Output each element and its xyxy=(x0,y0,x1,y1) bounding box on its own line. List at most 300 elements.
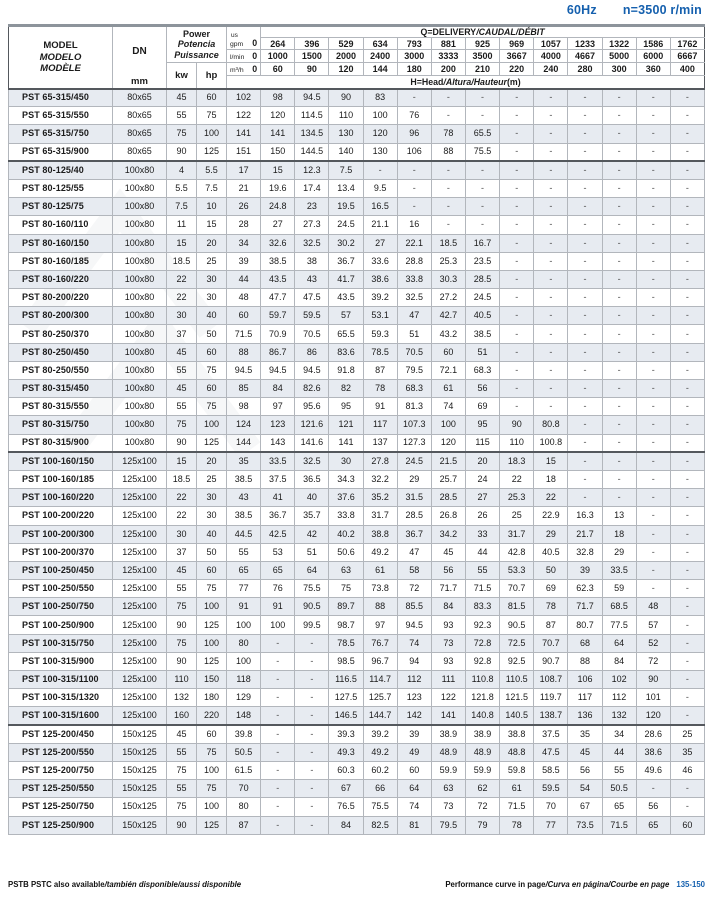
flow-tick: 1000 xyxy=(261,50,295,63)
page-title xyxy=(567,3,702,17)
head-cell: 37.6 xyxy=(329,489,363,507)
head-cell: 49.3 xyxy=(329,743,363,761)
head-cell: 72.5 xyxy=(500,634,534,652)
head-cell: - xyxy=(636,89,670,107)
head-cell: - xyxy=(670,634,704,652)
head-cell: 100 xyxy=(227,652,261,670)
model-cell: PST 100-315/750 xyxy=(9,634,113,652)
head-cell: 78.5 xyxy=(329,634,363,652)
kw-cell: 11 xyxy=(167,216,197,234)
head-cell: - xyxy=(568,89,602,107)
head-cell: 91.8 xyxy=(329,361,363,379)
head-cell: 24.5 xyxy=(465,289,499,307)
head-cell: 25 xyxy=(500,507,534,525)
head-cell: - xyxy=(261,634,295,652)
head-cell: 47.5 xyxy=(295,289,329,307)
head-cell: 148 xyxy=(227,707,261,725)
head-cell: 116.5 xyxy=(329,671,363,689)
dn-cell: 100x80 xyxy=(113,398,167,416)
head-cell: - xyxy=(636,325,670,343)
model-cell: PST 100-315/1100 xyxy=(9,671,113,689)
head-cell: 39.2 xyxy=(363,289,397,307)
table-row xyxy=(9,307,705,325)
head-cell: 53.1 xyxy=(363,307,397,325)
head-cell: 48 xyxy=(227,289,261,307)
head-cell: - xyxy=(670,179,704,197)
head-cell: 134.5 xyxy=(295,125,329,143)
flow-tick: 3000 xyxy=(397,50,431,63)
head-cell: 24.8 xyxy=(261,198,295,216)
table-row xyxy=(9,598,705,616)
dn-cell: 150x125 xyxy=(113,816,167,834)
head-cell: 140.8 xyxy=(465,707,499,725)
head-cell: 39 xyxy=(568,561,602,579)
head-cell: 98.5 xyxy=(329,652,363,670)
head-cell: 66 xyxy=(363,780,397,798)
head-cell: - xyxy=(636,434,670,452)
kw-cell: 18.5 xyxy=(167,470,197,488)
flow-tick: 5000 xyxy=(602,50,636,63)
kw-cell: 45 xyxy=(167,343,197,361)
model-cell: PST 65-315/450 xyxy=(9,89,113,107)
head-cell: 84 xyxy=(602,652,636,670)
head-cell: 42 xyxy=(295,525,329,543)
head-cell: - xyxy=(636,543,670,561)
head-cell: 100 xyxy=(261,616,295,634)
kw-cell: 90 xyxy=(167,652,197,670)
head-cell: - xyxy=(534,143,568,161)
hp-cell: 60 xyxy=(197,343,227,361)
model-cell: PST 100-315/1600 xyxy=(9,707,113,725)
head-cell: 90 xyxy=(329,89,363,107)
head-cell: 60 xyxy=(227,307,261,325)
flow-tick: 793 xyxy=(397,38,431,50)
head-cell: - xyxy=(568,325,602,343)
kw-cell: 75 xyxy=(167,416,197,434)
flow-tick: 220 xyxy=(500,63,534,76)
head-cell: 27 xyxy=(363,234,397,252)
head-cell: 74 xyxy=(397,634,431,652)
head-cell: 22 xyxy=(534,489,568,507)
head-cell: - xyxy=(261,652,295,670)
head-cell: - xyxy=(636,398,670,416)
head-cell: 70.5 xyxy=(295,325,329,343)
head-cell: 21.5 xyxy=(431,452,465,470)
head-cell: 93 xyxy=(431,616,465,634)
head-cell: 78.5 xyxy=(363,343,397,361)
head-cell: 26.8 xyxy=(431,507,465,525)
head-cell: 101 xyxy=(636,689,670,707)
head-cell: 52 xyxy=(636,634,670,652)
head-cell: 151 xyxy=(227,143,261,161)
head-cell: - xyxy=(295,816,329,834)
head-cell: 25.7 xyxy=(431,470,465,488)
head-cell: 34 xyxy=(602,725,636,743)
head-cell: 78 xyxy=(431,125,465,143)
head-cell: 44 xyxy=(602,743,636,761)
head-cell: 73 xyxy=(431,634,465,652)
head-cell: 48.9 xyxy=(465,743,499,761)
head-cell: 40.5 xyxy=(465,307,499,325)
head-cell: 33 xyxy=(465,525,499,543)
head-cell: 129 xyxy=(227,689,261,707)
head-cell: 79.5 xyxy=(397,361,431,379)
head-cell: 94.5 xyxy=(295,89,329,107)
head-cell: 47 xyxy=(397,543,431,561)
dn-cell: 150x125 xyxy=(113,780,167,798)
head-cell: - xyxy=(534,234,568,252)
kw-cell: 90 xyxy=(167,143,197,161)
flow-tick: 2000 xyxy=(329,50,363,63)
head-cell: 41 xyxy=(261,489,295,507)
hp-cell: 25 xyxy=(197,470,227,488)
head-cell: - xyxy=(534,252,568,270)
head-cell: - xyxy=(568,289,602,307)
head-cell: 87 xyxy=(227,816,261,834)
head-cell: 72 xyxy=(397,580,431,598)
model-cell: PST 125-200/750 xyxy=(9,761,113,779)
head-cell: 70 xyxy=(227,780,261,798)
head-cell: - xyxy=(465,161,499,179)
head-cell: - xyxy=(397,179,431,197)
kw-cell: 75 xyxy=(167,634,197,652)
head-cell: - xyxy=(500,89,534,107)
page-footer xyxy=(8,880,705,889)
head-cell: 77 xyxy=(534,816,568,834)
head-cell: - xyxy=(636,561,670,579)
dn-column-header: DN xyxy=(113,26,167,76)
dn-cell: 100x80 xyxy=(113,289,167,307)
head-cell: - xyxy=(636,289,670,307)
head-cell: - xyxy=(534,380,568,398)
flow-tick: 210 xyxy=(465,63,499,76)
head-cell: 26 xyxy=(465,507,499,525)
head-cell: 59.3 xyxy=(363,325,397,343)
head-cell: 82.6 xyxy=(295,380,329,398)
head-cell: - xyxy=(568,416,602,434)
kw-cell: 90 xyxy=(167,816,197,834)
head-cell: - xyxy=(568,216,602,234)
head-cell: - xyxy=(431,198,465,216)
head-cell: 19.6 xyxy=(261,179,295,197)
head-cell: 18.5 xyxy=(431,234,465,252)
head-cell: 28.8 xyxy=(397,252,431,270)
head-cell: - xyxy=(636,216,670,234)
head-cell: 130 xyxy=(363,143,397,161)
head-cell: - xyxy=(670,252,704,270)
model-cell: PST 125-250/550 xyxy=(9,780,113,798)
head-cell: - xyxy=(500,234,534,252)
head-cell: - xyxy=(568,470,602,488)
head-cell: 30 xyxy=(329,452,363,470)
kw-cell: 75 xyxy=(167,598,197,616)
hp-cell: 60 xyxy=(197,380,227,398)
head-cell: - xyxy=(431,179,465,197)
hp-cell: 100 xyxy=(197,125,227,143)
head-cell: 108.7 xyxy=(534,671,568,689)
head-cell: 106 xyxy=(397,143,431,161)
head-cell: - xyxy=(568,143,602,161)
flow-tick: 1322 xyxy=(602,38,636,50)
head-cell: - xyxy=(670,325,704,343)
head-cell: 146.5 xyxy=(329,707,363,725)
head-cell: 49.6 xyxy=(636,761,670,779)
head-cell: - xyxy=(500,325,534,343)
table-row xyxy=(9,743,705,761)
kw-cell: 55 xyxy=(167,107,197,125)
kw-cell: 18.5 xyxy=(167,252,197,270)
flow-tick: 3667 xyxy=(500,50,534,63)
head-cell: 84 xyxy=(261,380,295,398)
model-cell: PST 100-200/220 xyxy=(9,507,113,525)
head-cell: - xyxy=(602,489,636,507)
head-cell: 62.3 xyxy=(568,580,602,598)
model-cell: PST 80-125/75 xyxy=(9,198,113,216)
head-cell: 23.5 xyxy=(465,252,499,270)
head-cell: 47.7 xyxy=(261,289,295,307)
head-cell: 43 xyxy=(295,270,329,288)
head-cell: 117 xyxy=(568,689,602,707)
hp-cell: 150 xyxy=(197,671,227,689)
head-cell: - xyxy=(602,216,636,234)
head-cell: - xyxy=(568,107,602,125)
head-cell: 72 xyxy=(636,652,670,670)
head-cell: 141 xyxy=(431,707,465,725)
head-cell: - xyxy=(670,507,704,525)
head-cell: - xyxy=(670,198,704,216)
head-cell: - xyxy=(500,361,534,379)
head-cell: 73.5 xyxy=(568,816,602,834)
table-row xyxy=(9,798,705,816)
dn-cell: 125x100 xyxy=(113,634,167,652)
head-cell: 86 xyxy=(295,343,329,361)
flow-tick: 180 xyxy=(397,63,431,76)
head-cell: 78 xyxy=(500,816,534,834)
head-cell: 137 xyxy=(363,434,397,452)
head-cell: - xyxy=(670,416,704,434)
head-cell: 50.5 xyxy=(227,743,261,761)
head-cell: 34.2 xyxy=(431,525,465,543)
head-cell: 98.7 xyxy=(329,616,363,634)
head-cell: - xyxy=(500,252,534,270)
head-cell: 100 xyxy=(363,107,397,125)
head-cell: 58.5 xyxy=(534,761,568,779)
head-cell: - xyxy=(670,125,704,143)
head-cell: - xyxy=(636,343,670,361)
head-cell: - xyxy=(670,652,704,670)
head-cell: 67 xyxy=(329,780,363,798)
head-cell: - xyxy=(500,161,534,179)
hp-cell: 75 xyxy=(197,780,227,798)
hp-cell: 75 xyxy=(197,361,227,379)
head-cell: - xyxy=(295,652,329,670)
head-cell: 21.1 xyxy=(363,216,397,234)
head-cell: 94.5 xyxy=(295,361,329,379)
hp-cell: 180 xyxy=(197,689,227,707)
head-cell: 94 xyxy=(397,652,431,670)
head-cell: - xyxy=(568,161,602,179)
kw-cell: 75 xyxy=(167,761,197,779)
head-cell: 140.5 xyxy=(500,707,534,725)
head-cell: - xyxy=(670,361,704,379)
dn-cell: 80x65 xyxy=(113,89,167,107)
kw-cell: 132 xyxy=(167,689,197,707)
head-cell: - xyxy=(295,707,329,725)
head-cell: - xyxy=(295,798,329,816)
head-cell: - xyxy=(636,125,670,143)
head-cell: - xyxy=(500,289,534,307)
hp-unit-header: hp xyxy=(197,63,227,89)
flow-tick: 3333 xyxy=(431,50,465,63)
hp-cell: 10 xyxy=(197,198,227,216)
head-cell: 106 xyxy=(568,671,602,689)
dn-cell: 125x100 xyxy=(113,452,167,470)
head-cell: - xyxy=(670,452,704,470)
head-cell: 31.7 xyxy=(363,507,397,525)
dn-cell: 100x80 xyxy=(113,343,167,361)
head-cell: 71.7 xyxy=(568,598,602,616)
head-cell: 124 xyxy=(227,416,261,434)
head-cell: 60.2 xyxy=(363,761,397,779)
flow-tick: 144 xyxy=(363,63,397,76)
head-cell: 38.5 xyxy=(227,507,261,525)
head-cell: 123 xyxy=(261,416,295,434)
head-cell: 32.5 xyxy=(295,452,329,470)
head-cell: 59.5 xyxy=(534,780,568,798)
head-cell: 78 xyxy=(363,380,397,398)
head-cell: - xyxy=(500,307,534,325)
table-row xyxy=(9,198,705,216)
head-cell: 59.9 xyxy=(465,761,499,779)
flow-tick: 529 xyxy=(329,38,363,50)
kw-cell: 45 xyxy=(167,561,197,579)
dn-cell: 100x80 xyxy=(113,361,167,379)
head-cell: 94.5 xyxy=(261,361,295,379)
head-cell: - xyxy=(261,798,295,816)
head-cell: 24 xyxy=(465,470,499,488)
head-cell: - xyxy=(636,525,670,543)
hp-cell: 125 xyxy=(197,816,227,834)
head-cell: 65.5 xyxy=(465,125,499,143)
head-cell: 35.7 xyxy=(295,507,329,525)
table-row xyxy=(9,707,705,725)
dn-cell: 100x80 xyxy=(113,216,167,234)
head-cell: - xyxy=(397,161,431,179)
head-cell: - xyxy=(568,452,602,470)
flow-tick: 360 xyxy=(636,63,670,76)
head-cell: 65 xyxy=(227,561,261,579)
kw-cell: 22 xyxy=(167,507,197,525)
kw-cell: 55 xyxy=(167,780,197,798)
head-cell: - xyxy=(568,343,602,361)
head-cell: - xyxy=(636,507,670,525)
head-cell: 76.7 xyxy=(363,634,397,652)
head-cell: 83.6 xyxy=(329,343,363,361)
head-cell: 87 xyxy=(363,361,397,379)
head-cell: - xyxy=(670,707,704,725)
head-cell: 95 xyxy=(465,416,499,434)
head-cell: 142 xyxy=(397,707,431,725)
head-cell: 49.2 xyxy=(363,743,397,761)
head-cell: 32.2 xyxy=(363,470,397,488)
head-cell: 78 xyxy=(534,598,568,616)
head-cell: 39.3 xyxy=(329,725,363,743)
head-cell: 81.5 xyxy=(500,598,534,616)
head-cell: 114.5 xyxy=(295,107,329,125)
unit-lmin: l/min 0 xyxy=(227,50,261,63)
table-row xyxy=(9,689,705,707)
head-cell: - xyxy=(636,179,670,197)
flow-tick: 1762 xyxy=(670,38,704,50)
head-cell: 85 xyxy=(227,380,261,398)
table-row xyxy=(9,434,705,452)
head-cell: 84 xyxy=(431,598,465,616)
head-cell: 40.5 xyxy=(534,543,568,561)
head-cell: 38.5 xyxy=(261,252,295,270)
flow-tick: 264 xyxy=(261,38,295,50)
head-cell: 90 xyxy=(500,416,534,434)
head-cell: - xyxy=(431,216,465,234)
head-cell: - xyxy=(670,343,704,361)
flow-tick: 200 xyxy=(431,63,465,76)
unit-m3h: m³/h 0 xyxy=(227,63,261,76)
head-cell: - xyxy=(465,198,499,216)
head-cell: 80 xyxy=(227,634,261,652)
dn-cell: 125x100 xyxy=(113,580,167,598)
dn-cell: 125x100 xyxy=(113,652,167,670)
head-cell: 68.5 xyxy=(602,598,636,616)
head-cell: 59.8 xyxy=(500,761,534,779)
hp-cell: 25 xyxy=(197,252,227,270)
table-row xyxy=(9,89,705,107)
head-cell: 75.5 xyxy=(465,143,499,161)
head-cell: 56 xyxy=(568,761,602,779)
head-cell: 28.6 xyxy=(636,725,670,743)
head-cell: - xyxy=(670,689,704,707)
head-cell: 43 xyxy=(227,489,261,507)
model-cell: PST 65-315/900 xyxy=(9,143,113,161)
kw-cell: 90 xyxy=(167,434,197,452)
dn-cell: 125x100 xyxy=(113,561,167,579)
head-cell: 37.5 xyxy=(261,470,295,488)
head-cell: 85.5 xyxy=(397,598,431,616)
table-row xyxy=(9,671,705,689)
head-cell: - xyxy=(602,325,636,343)
table-row xyxy=(9,816,705,834)
head-cell: - xyxy=(636,198,670,216)
head-cell: - xyxy=(602,161,636,179)
head-cell: - xyxy=(670,143,704,161)
table-row xyxy=(9,780,705,798)
head-cell: 57 xyxy=(329,307,363,325)
dn-cell: 125x100 xyxy=(113,598,167,616)
head-cell: 32.5 xyxy=(397,289,431,307)
head-cell: - xyxy=(568,398,602,416)
head-cell: 18 xyxy=(602,525,636,543)
head-cell: 35.2 xyxy=(363,489,397,507)
head-cell: 28 xyxy=(227,216,261,234)
head-cell: - xyxy=(602,470,636,488)
head-cell: 81.3 xyxy=(397,398,431,416)
kw-cell: 5.5 xyxy=(167,179,197,197)
head-cell: 7.5 xyxy=(329,161,363,179)
head-cell: 35 xyxy=(568,725,602,743)
head-cell: 36.5 xyxy=(295,470,329,488)
head-cell: - xyxy=(670,470,704,488)
head-cell: - xyxy=(670,89,704,107)
table-row xyxy=(9,270,705,288)
head-cell: - xyxy=(670,270,704,288)
